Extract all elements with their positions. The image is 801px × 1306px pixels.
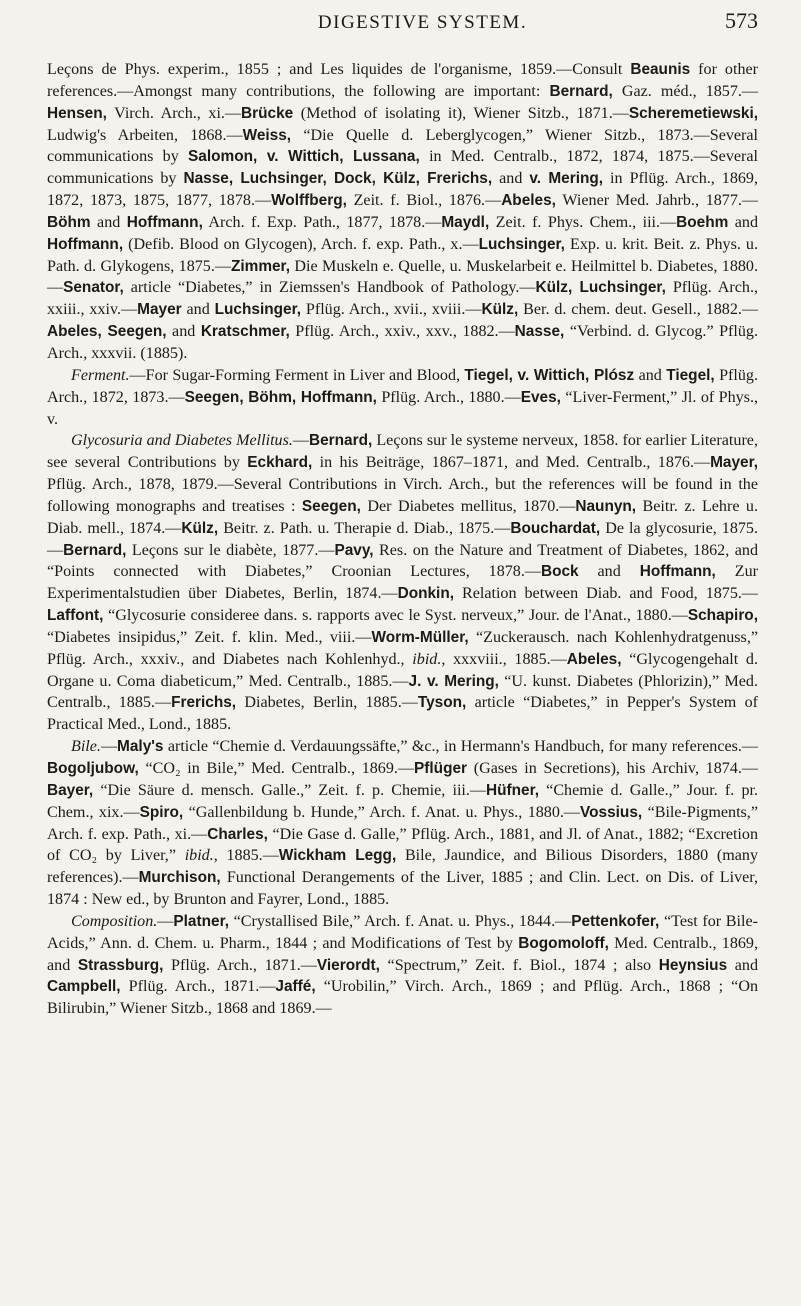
text-run: and: [634, 366, 667, 384]
author-name: Seegen, Böhm, Hoffmann,: [184, 388, 377, 406]
text-run: Pflüg. Arch., xvii., xviii.—: [301, 301, 482, 319]
text-run: “Spectrum,” Zeit. f. Biol., 1874 ; also: [379, 956, 659, 974]
text-run: “Diabetes insipidus,” Zeit. f. klin. Med., viii.—: [47, 628, 372, 646]
author-name: Senator,: [63, 279, 124, 297]
text-run: Leçons de Phys. experim., 1855 ; and Les liquides de l'organisme, 1859.—Consult: [47, 61, 631, 78]
text-run: Res. on the Nature and Treatment of Diabetes, 1862, and “Points connected with Diabetes,” Croonian Lectures, 1878.—: [47, 541, 758, 581]
author-name: Abeles, Seegen,: [47, 323, 167, 341]
paragraph-beaunis-references: [47, 59, 758, 365]
italic-text: ibid.: [184, 847, 214, 865]
text-run: Exp. u. krit. Beit. z. Phys. u. Path. d. Glykogens, 1875.—: [47, 235, 758, 275]
author-name: Hoffmann,: [47, 235, 124, 253]
author-name: Strassburg,: [77, 956, 164, 974]
text-run: Virch. Arch., xi.—: [106, 104, 242, 122]
author-name: Nasse, Luchsinger, Dock, Külz, Frerichs,: [183, 170, 493, 188]
text-run: Functional Derangements of the Liver, 1885 ; and Clin. Lect. on Dis. of Liver, 1874 : New ed., by Brunton and Fayrer, Lond., 1885.: [47, 869, 758, 909]
author-name: Bouchardat,: [510, 519, 601, 537]
text-run: and: [181, 301, 215, 319]
author-name: Kratschmer,: [200, 323, 290, 341]
author-name: Schapiro,: [687, 607, 758, 625]
text-run: Pflüg. Arch., 1871.—: [163, 956, 317, 974]
text-run: (Defib. Blood on Glycogen), Arch. f. exp. Path., x.—: [123, 235, 479, 253]
author-name: Luchsinger,: [214, 301, 302, 319]
author-name: Hoffmann,: [639, 563, 716, 581]
text-run: and: [578, 563, 640, 581]
author-name: Seegen,: [301, 497, 361, 515]
author-name: Hensen,: [47, 104, 107, 122]
author-name: Bogomoloff,: [518, 934, 609, 952]
text-run: , 1885.—: [213, 847, 279, 865]
author-name: Hüfner,: [486, 781, 540, 799]
text-run: for other references.—Amongst many contributions, the following are important:: [47, 61, 758, 100]
page-body: [47, 59, 758, 1020]
text-run: article “Diabetes,” in Ziemssen's Handbook of Pathology.—: [123, 279, 536, 297]
author-name: Luchsinger,: [478, 235, 565, 253]
text-run: Der Diabetes mellitus, 1870.—: [360, 497, 576, 515]
author-name: Külz,: [181, 519, 219, 537]
author-name: Boehm: [676, 213, 729, 231]
text-run: “Chemie d. Galle.,” Jour. f. pr. Chem., xix.—: [47, 781, 758, 821]
text-run: Wiener Med. Jahrb., 1877.—: [555, 192, 758, 210]
author-name: Heynsius: [658, 956, 728, 974]
text-run: and: [728, 213, 758, 231]
text-run: “Die Quelle d. Leberglycogen,” Wiener Sitzb., 1873.—Several communications by: [47, 126, 758, 166]
text-run: , xxxviii., 1885.—: [441, 650, 567, 668]
text-run: “Glycosurie consideree dans. s. rapports avec le Syst. nerveux,” Jour. de l'Anat., 1880.—: [103, 607, 688, 625]
author-name: Donkin,: [397, 585, 455, 603]
author-name: Charles,: [207, 825, 268, 843]
italic-text: Ferment.: [71, 366, 130, 384]
text-run: “Bile-Pigments,” Arch. f. exp. Path., xi.—: [47, 803, 758, 843]
text-run: Zeit. f. Phys. Chem., iii.—: [489, 213, 677, 231]
author-name: J. v. Mering,: [408, 672, 499, 690]
text-run: —: [292, 432, 309, 450]
author-name: Laffont,: [47, 607, 104, 625]
text-run: in Med. Centralb., 1872, 1874, 1875.—Several communications by: [47, 148, 758, 188]
page-header: [47, 6, 758, 40]
author-name: Külz, Luchsinger,: [535, 279, 666, 297]
author-name: Pettenkofer,: [571, 912, 660, 930]
author-name: Campbell,: [47, 978, 121, 996]
author-name: Tiegel, v. Wittich, Plósz: [464, 366, 635, 384]
text-run: Relation between Diab. and Food, 1875.—: [454, 585, 758, 603]
text-run: Pflüg. Arch., 1878, 1879.—Several Contributions in Virch. Arch., but the references will be found in the following monographs and treatises :: [47, 476, 758, 515]
text-run: Diabetes, Berlin, 1885.—: [236, 694, 418, 712]
author-name: Abeles,: [501, 192, 556, 210]
text-run: and: [166, 323, 201, 341]
text-run: Ber. d. chem. deut. Gesell., 1882.—: [518, 301, 759, 319]
author-name: Pflüger: [414, 760, 468, 777]
text-run: Zeit. f. Biol., 1876.—: [346, 192, 502, 210]
text-run: and: [492, 170, 530, 188]
text-run: —: [157, 912, 174, 930]
author-name: Wolffberg,: [271, 192, 347, 210]
author-name: Böhm: [47, 213, 91, 231]
author-name: Jaffé,: [275, 978, 316, 996]
author-name: Mayer,: [710, 454, 758, 472]
text-run: “Die Säure d. mensch. Galle.,” Zeit. f. p. Chemie, iii.—: [93, 781, 486, 799]
author-name: Zimmer,: [230, 257, 290, 275]
author-name: Worm-Müller,: [371, 628, 469, 646]
author-name: Spiro,: [139, 803, 184, 821]
text-run: and: [90, 213, 127, 231]
author-name: Tiegel,: [666, 366, 715, 384]
italic-text: ibid.: [412, 650, 442, 668]
text-run: —: [100, 738, 118, 756]
author-name: Weiss,: [242, 126, 292, 144]
text-run: —For Sugar-Forming Ferment in Liver and Blood,: [129, 366, 465, 384]
author-name: Bogoljubow,: [47, 760, 139, 777]
author-name: Brücke: [241, 104, 294, 122]
author-name: Bayer,: [47, 781, 94, 799]
text-run: “Test for Bile-Acids,” Ann. d. Chem. u. Pharm., 1844 ; and Modifications of Test by: [47, 912, 758, 952]
author-name: Frerichs,: [171, 694, 237, 712]
text-run: in Pflüg. Arch., 1869, 1872, 1873, 1875, 1877, 1878.—: [47, 170, 758, 210]
author-name: Bock: [540, 563, 579, 581]
author-name: Eves,: [520, 388, 561, 406]
text-run: (Gases in Secretions), his Archiv, 1874.—: [467, 760, 758, 777]
text-run: “Zuckerausch. nach Kohlenhydratgenuss,” Pflüg. Arch., xxxiv., and Diabetes nach Kohlenhyd.,: [47, 628, 758, 668]
text-run: Gaz. méd., 1857.—: [612, 82, 759, 100]
author-name: Maydl,: [441, 213, 490, 231]
author-name: Bernard,: [549, 82, 613, 100]
author-name: Mayer: [137, 301, 182, 319]
text-run: “Liver-Ferment,” Jl. of Phys., v.: [47, 388, 759, 428]
text-run: Arch. f. Exp. Path., 1877, 1878.—: [202, 213, 442, 231]
author-name: Vierordt,: [316, 956, 380, 974]
text-run: Pflüg. Arch., 1872, 1873.—: [47, 366, 758, 406]
italic-text: Bile.: [71, 738, 101, 756]
text-run: Leçons sur le diabète, 1877.—: [126, 541, 335, 559]
text-run: Beitr. z. Path. u. Therapie d. Diab., 1875.—: [218, 519, 511, 537]
paragraph-glycosuria-diabetes: [47, 430, 758, 736]
author-name: Bernard,: [308, 432, 373, 450]
text-run: Med. Centralb., 1869, and: [47, 934, 758, 974]
text-run: Ludwig's Arbeiten, 1868.—: [47, 126, 243, 144]
text-run: “Verbind. d. Glycog.” Pflüg. Arch., xxxvii. (1885).: [47, 323, 759, 362]
paragraph-composition: [47, 911, 758, 1020]
author-name: Beaunis: [630, 61, 691, 78]
text-run: article “Chemie d. Verdauungssäfte,” &c., in Hermann's Handbuch, for many references.—: [163, 738, 758, 756]
text-run: “U. kunst. Diabetes (Phlorizin),” Med. Centralb., 1885.—: [47, 672, 759, 712]
text-run: Leçons sur le systeme nerveux, 1858. for earlier Literature, see several Contributions by: [47, 432, 758, 472]
text-run: Bile, Jaundice, and Bilious Disorders, 1880 (many references).—: [47, 847, 759, 887]
text-run: “Die Gase d. Galle,” Pflüg. Arch., 1881, and Jl. of Anat., 1882; “Excretion of CO₂ by Liver,”: [47, 825, 758, 865]
text-run: (Method of isolating it), Wiener Sitzb., 1871.—: [293, 104, 629, 122]
paragraph-ferment: [47, 365, 758, 431]
text-run: De la glycosurie, 1875.—: [47, 519, 758, 559]
author-name: Maly's: [117, 738, 164, 756]
italic-text: Composition.: [71, 912, 158, 930]
text-run: Pflüg. Arch., xxiii., xxiv.—: [47, 279, 759, 319]
text-run: and: [727, 956, 759, 974]
author-name: Salomon, v. Wittich, Lussana,: [188, 148, 420, 166]
italic-text: Glycosuria and Diabetes Mellitus.: [71, 432, 293, 450]
text-run: Zur Experimentalstudien über Diabetes, Berlin, 1874.—: [47, 563, 758, 603]
running-title: DIGESTIVE SYSTEM.: [317, 12, 528, 33]
text-run: Die Muskeln e. Quelle, u. Muskelarbeit e. Heilmittel b. Diabetes, 1880.—: [47, 257, 758, 297]
author-name: Platner,: [173, 912, 229, 930]
text-run: Pflüg. Arch., 1880.—: [376, 388, 521, 406]
text-run: “Urobilin,” Virch. Arch., 1869 ; and Pflüg. Arch., 1868 ; “On Bilirubin,” Wiener Sitzb., 1868 and 1869.—: [47, 978, 758, 1018]
author-name: Hoffmann,: [126, 213, 203, 231]
author-name: Tyson,: [417, 694, 467, 712]
paragraph-bile: [47, 736, 758, 911]
text-run: Pflüg. Arch., 1871.—: [120, 978, 276, 996]
author-name: Murchison,: [138, 869, 221, 887]
text-run: “Glycogengehalt d. Organe u. Coma diabeticum,” Med. Centralb., 1885.—: [47, 650, 759, 690]
author-name: Pavy,: [334, 541, 374, 559]
text-run: Pflüg. Arch., xxiv., xxv., 1882.—: [289, 323, 515, 341]
text-run: “Gallenbildung b. Hunde,” Arch. f. Anat. u. Phys., 1880.—: [183, 803, 581, 821]
author-name: Nasse,: [514, 323, 565, 341]
text-run: article “Diabetes,” in Pepper's System of Practical Med., Lond., 1885.: [47, 694, 759, 734]
author-name: Eckhard,: [247, 454, 313, 472]
text-run: “Crystallised Bile,” Arch. f. Anat. u. Phys., 1844.—: [229, 912, 572, 930]
author-name: Vossius,: [580, 803, 643, 821]
author-name: Scheremetiewski,: [628, 104, 758, 122]
author-name: v. Mering,: [529, 170, 604, 188]
text-run: Beitr. z. Lehre u. Diab. mell., 1874.—: [47, 497, 759, 537]
author-name: Bernard,: [63, 541, 127, 559]
page-number: 573: [725, 8, 758, 33]
text-run: “CO₂ in Bile,” Med. Centralb., 1869.—: [138, 760, 415, 777]
text-run: in his Beiträge, 1867–1871, and Med. Centralb., 1876.—: [312, 454, 711, 472]
author-name: Wickham Legg,: [278, 847, 397, 865]
author-name: Abeles,: [566, 650, 622, 668]
author-name: Külz,: [481, 301, 519, 319]
author-name: Naunyn,: [575, 497, 637, 515]
